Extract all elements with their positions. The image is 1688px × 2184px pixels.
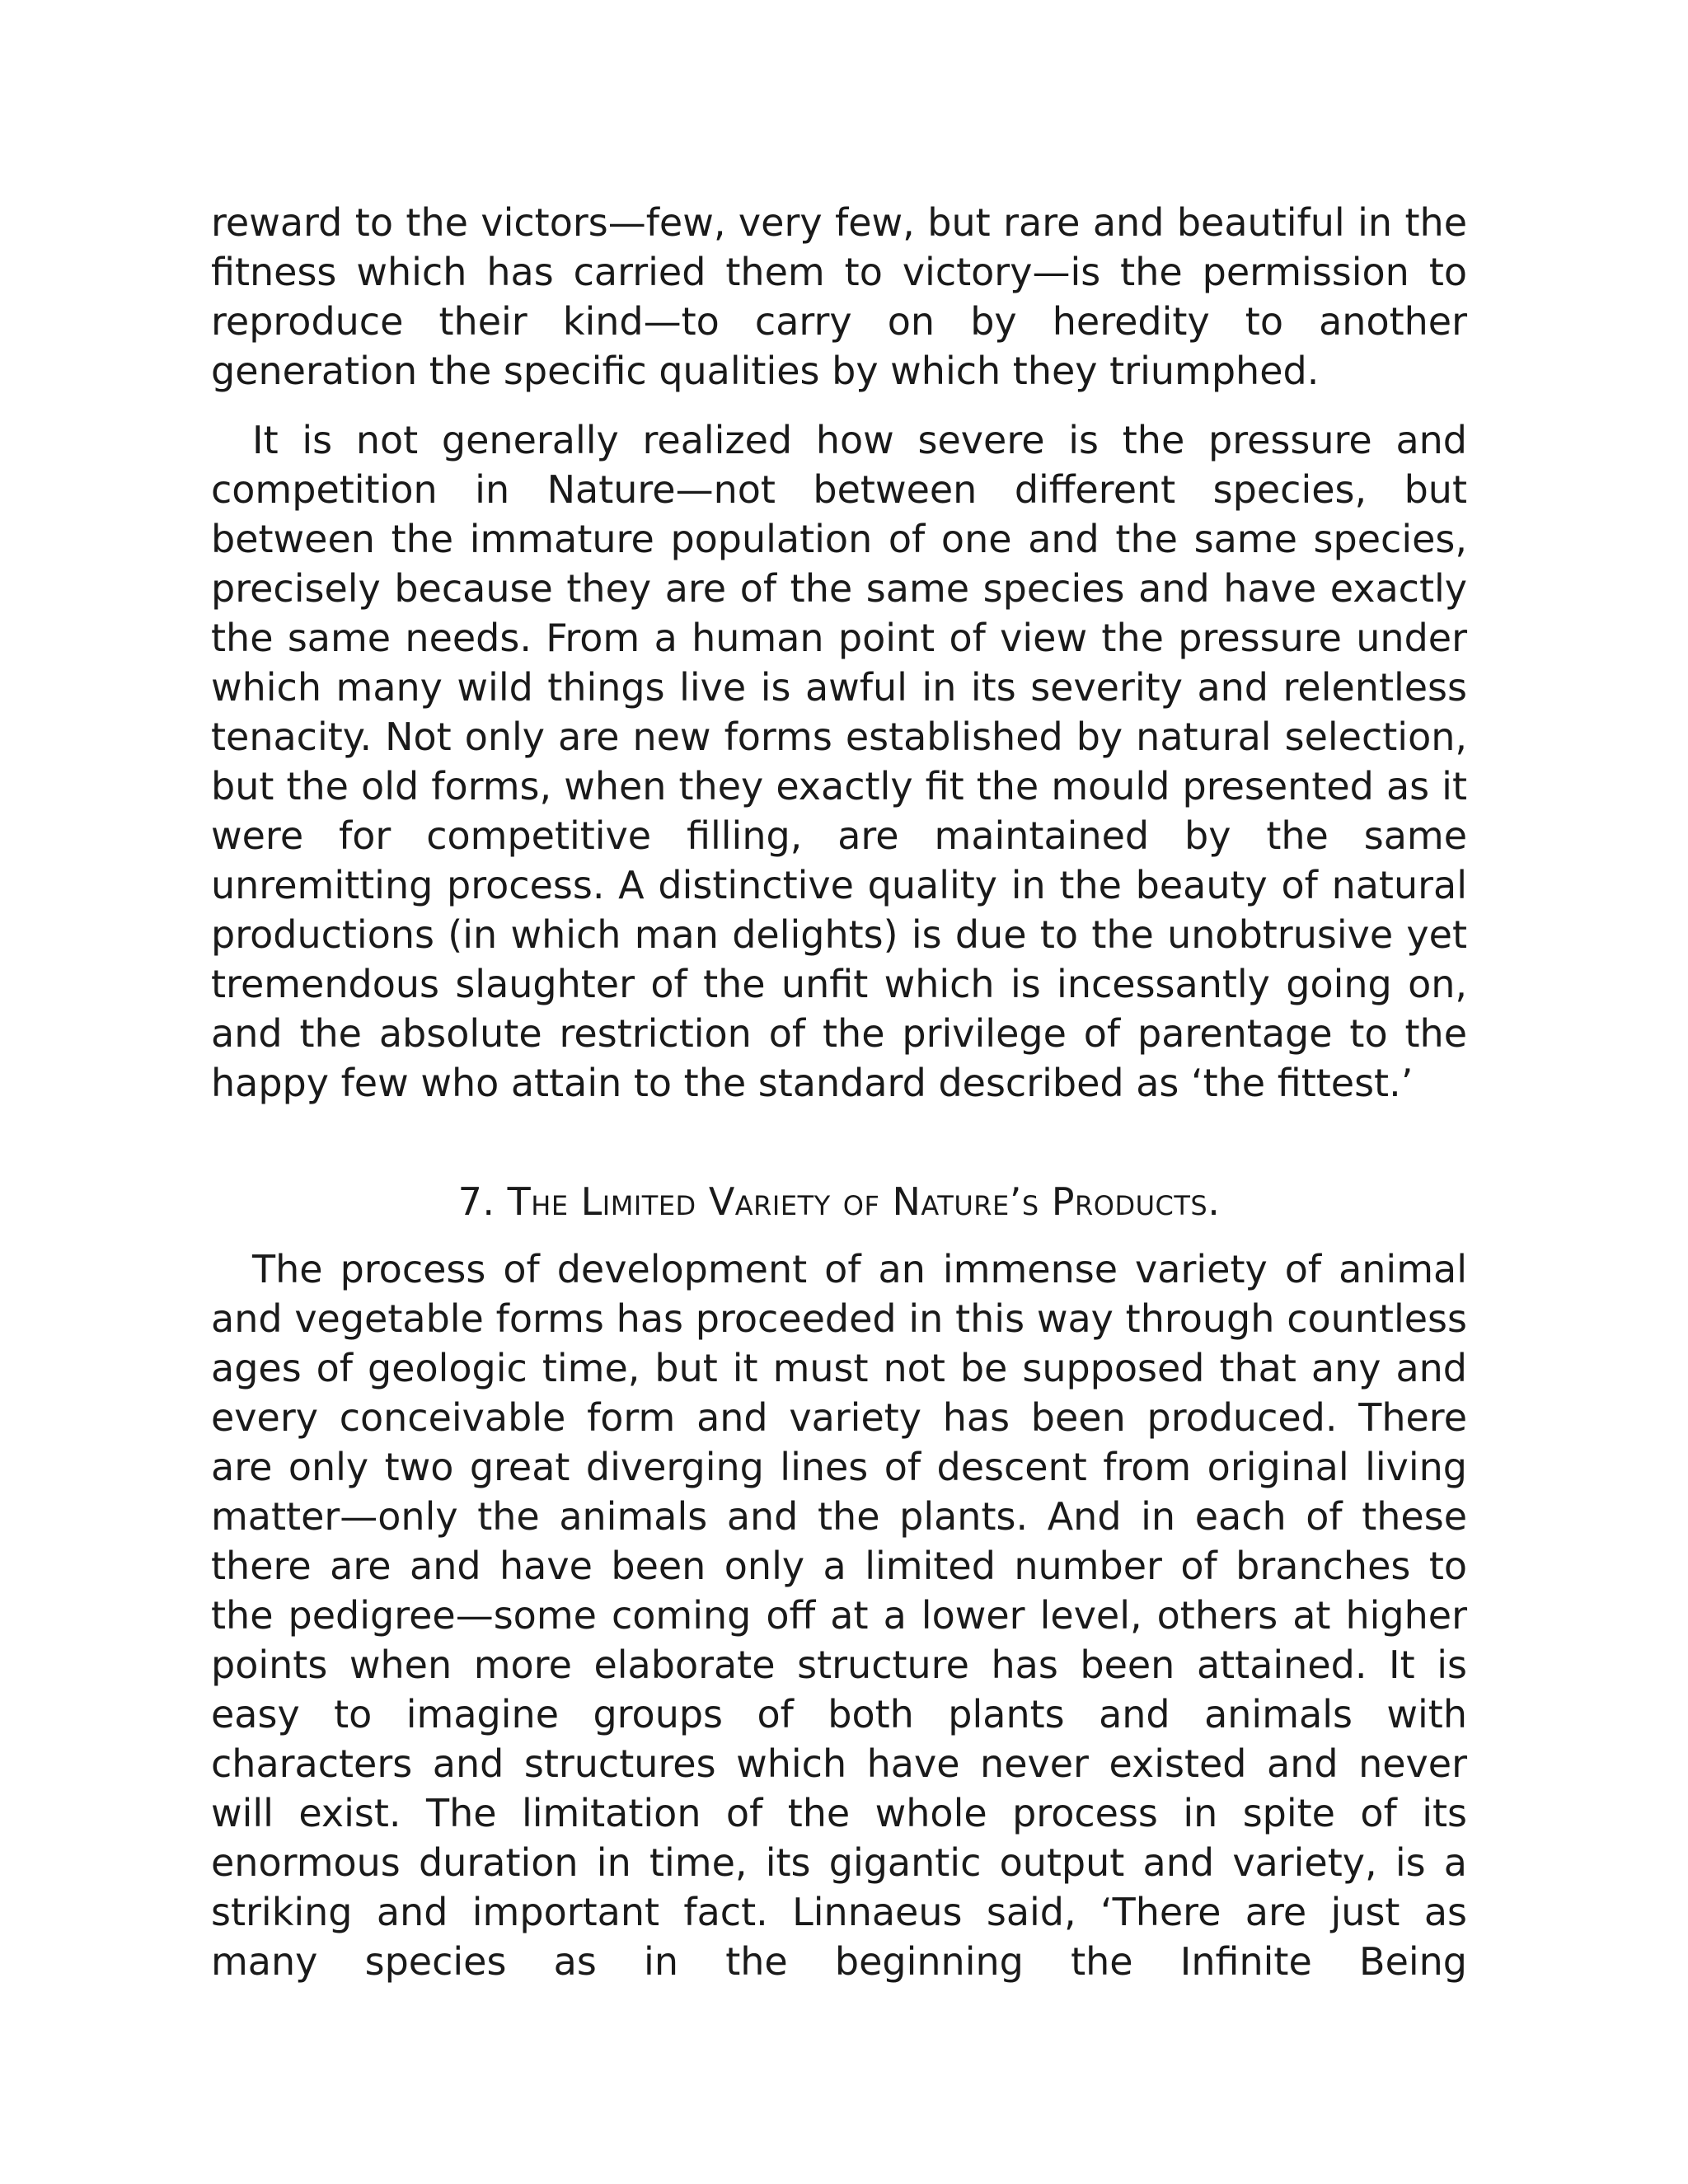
section-heading (211, 1177, 1467, 1226)
section-number: 7. (457, 1179, 495, 1224)
paragraph-limited-variety: The process of development of an immense variety of animal and vegetable forms has proceeded in this way through countless ages of geologic time, but it must not be supposed that any and every conceivable form and variety has been produced. There are only two great diverging lines of descent from original living matter—only the animals and the plants. And in each of these there are and have been only a limited number of branches to the pedigree—some coming off at a lower level, others at higher points when more elaborate structure has been attained. It is easy to imagine groups of both plants and animals with characters and structures which have never existed and never will exist. The limitation of the whole process in spite of its enormous duration in time, its gigantic output and variety, is a striking and important fact. Linnaeus said, ‘There are just as many species as in the beginning the Infinite Being (211, 1247, 1467, 1984)
book-page (211, 198, 1467, 1986)
section-title: The Limited Variety of Nature’s Products. (507, 1179, 1221, 1224)
paragraph-competition: It is not generally realized how severe is the pressure and competition in Nature—not between different species, but between the immature population of one and the same species, precisely because they are of the same species and have exactly the same needs. From a human point of view the pressure under which many wild things live is awful in its severity and relentless tenacity. Not only are new forms established by natural selection, but the old forms, when they exactly fit the mould presented as it were for competitive filling, are maintained by the same unremitting process. A distinctive quality in the beauty of natural productions (in which man delights) is due to the unobtrusive yet tremendous slaughter of the unfit which is incessantly going on, and the absolute restriction of the privilege of parentage to the happy few who attain to the standard described as ‘the fittest.’ (211, 418, 1467, 1105)
paragraph-continued: reward to the victors—few, very few, but rare and beautiful in the fitness which has carried them to victory—is the permission to reproduce their kind—to carry on by heredity to another generation the specific qualities by which they triumphed. (211, 200, 1467, 393)
